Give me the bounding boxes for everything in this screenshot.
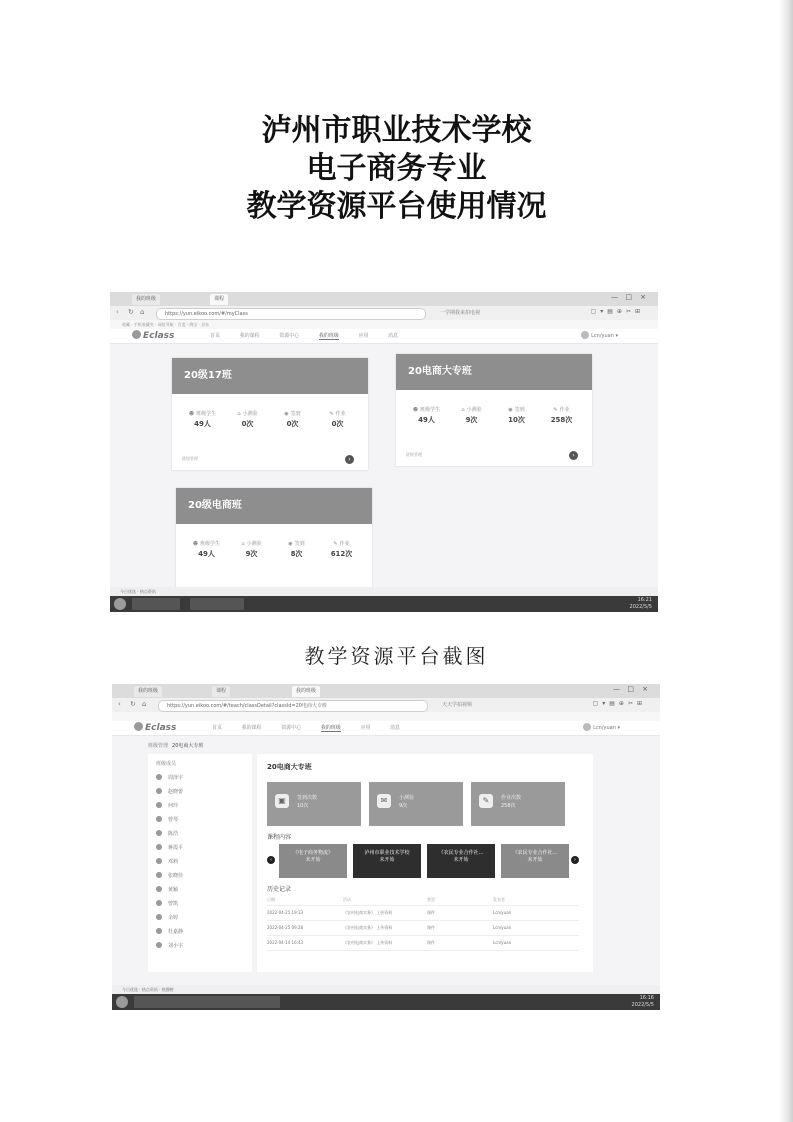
avatar [581,331,589,339]
main-nav [210,332,416,339]
stat-quiz: ⌂ 小测验 9次 [232,540,272,559]
maximize-icon[interactable]: □ [627,685,634,693]
metric-card-signin[interactable]: ▣ 签到次数 10次 [267,782,361,826]
close-icon[interactable]: × [640,293,646,301]
screenshot-class-detail [112,684,660,1010]
nav-messages[interactable]: 消息 [390,725,401,731]
avatar-icon [156,844,162,850]
table-row[interactable]: 2022-04-14 16:43 《农村电商实务》 上传资料 课件 Lcn/yuan [267,936,579,951]
avatar-icon [156,900,162,906]
title-major: 电子商务专业 [306,151,487,186]
search-box[interactable]: 天天学拍视频 [442,702,473,708]
list-item[interactable]: 曾凯 [148,897,252,911]
nav-apps[interactable]: 应用 [358,333,369,339]
panel-title: 20电商大专班 [267,763,312,771]
stat-students: ☻ 班级学生 49人 [187,540,227,559]
course-card[interactable]: 《农民专业合作社... 未开始 [501,844,569,878]
browser-tab[interactable]: 我的班级 [292,686,320,697]
maximize-icon[interactable]: □ [625,293,632,301]
logo-icon [134,722,143,731]
main-nav [212,724,418,731]
avatar [583,723,591,731]
signin-icon: ◉ [288,541,293,547]
students-icon: ☻ [412,407,419,413]
metric-card-homework[interactable]: ✎ 作业次数 258次 [471,782,565,826]
class-manage-link[interactable]: 班级管理 [182,456,198,461]
metric-card-quiz[interactable]: ✉ 小测验 9次 [369,782,463,826]
history-title: 历史记录 [267,886,292,893]
stat-value: 0次 [331,420,344,428]
taskbar-app-window[interactable] [226,996,280,1008]
browser-status-bar: 今日优选 · 热点资讯 [110,587,658,596]
browser-tab[interactable]: 课程 [212,686,230,697]
avatar-icon [156,928,162,934]
signin-icon: ◉ [284,411,289,417]
homework-icon: ✎ [329,411,334,417]
refresh-icon[interactable]: ↻ [130,700,136,708]
breadcrumb [148,742,203,749]
nav-my-classes[interactable]: 我的班级 [318,333,339,339]
mail-icon: ✉ [377,794,391,808]
stat-quiz: ⌂ 小测验 9次 [452,406,492,425]
nav-resources[interactable]: 资源中心 [281,725,302,731]
start-icon[interactable] [114,598,126,610]
home-icon[interactable]: ⌂ [140,308,145,316]
stat-students: ☻ 班级学生 49人 [407,406,447,425]
quiz-icon: ⌂ [241,541,245,547]
list-item[interactable]: 邓莉 [148,855,252,869]
start-icon[interactable] [116,996,128,1008]
title-subject: 教学资源平台使用情况 [246,189,547,224]
chevron-right-icon[interactable]: › [571,856,579,864]
avatar-icon [156,774,162,780]
breadcrumb-root[interactable]: 班级管理 [148,743,169,749]
class-name: 20级电商班 [176,488,372,524]
nav-home[interactable]: 首页 [210,333,221,339]
stat-homework: ✎ 作业 258次 [542,406,582,425]
minimize-icon[interactable]: — [611,293,618,301]
avatar-icon [156,788,162,794]
avatar-icon [156,914,162,920]
pencil-icon: ✎ [479,794,493,808]
nav-my-classes[interactable]: 我的班级 [320,725,341,731]
url-field[interactable]: https://yun.eikoo.com/#/teach/classDetail?classId=20电商大专班 [158,700,428,712]
toolbar-icons[interactable]: ▢▾▤⊕✂⊞ [592,700,646,707]
avatar-icon [156,872,162,878]
user-menu[interactable]: Lcn/yuan ▾ [583,723,620,731]
courses-title: 课程内容 [267,834,292,841]
signin-icon: ◉ [508,407,513,413]
eclass-logo[interactable] [132,330,174,341]
user-menu[interactable]: Lcn/yuan ▾ [581,331,618,339]
quiz-icon: ⌂ [461,407,465,413]
list-item[interactable]: 黄颖 [148,883,252,897]
app-header [110,329,658,344]
logo-text: Eclass [143,331,175,341]
course-card[interactable]: 《电子商务物流》 未开始 [279,844,347,878]
taskbar [110,596,658,612]
class-card[interactable] [396,354,592,466]
stat-signin: ◉ 签到 10次 [497,406,537,425]
class-detail-panel [257,754,593,972]
class-card[interactable] [172,358,368,470]
address-row [110,306,658,320]
minimize-icon[interactable]: — [613,685,620,693]
list-item[interactable]: 蒋霞平 [148,841,252,855]
user-name: Lcn/yuan [591,333,614,339]
stat-value: 10次 [508,416,525,424]
member-list-title: 班级成员 [156,761,177,767]
taskbar-app-browser[interactable] [132,598,180,610]
arrow-right-icon[interactable]: › [345,455,354,464]
nav-messages[interactable]: 消息 [388,333,399,339]
favorites-bar[interactable] [112,712,660,721]
logo-text: Eclass [145,723,177,733]
close-icon[interactable]: × [642,685,648,693]
stat-value: 49人 [198,550,215,558]
class-name: 20级17班 [172,358,368,394]
avatar-icon [156,802,162,808]
logo-icon [132,330,141,339]
toolbar-icons[interactable]: ▢▾▤⊕✂⊞ [590,308,644,315]
taskbar-app-window[interactable] [180,996,228,1008]
title-school: 泸州市职业技术学校 [261,113,532,148]
list-item[interactable]: 陈浩 [148,827,252,841]
stat-signin: ◉ 签到 8次 [277,540,317,559]
calendar-icon: ▣ [275,794,289,808]
browser-tab-bar [110,292,658,306]
stat-students: ☻ 班级学生 49人 [183,410,223,429]
arrow-right-icon[interactable]: › [569,451,578,460]
browser-tab[interactable]: 我的班级 [132,294,160,305]
table-row[interactable]: 2022-04-25 09:28 《农村电商实务》 上传资料 课件 Lcn/yuan [267,921,579,936]
stat-value: 0次 [241,420,254,428]
course-card[interactable]: 《农民专业合作社... 未开始 [427,844,495,878]
home-icon[interactable]: ⌂ [142,700,147,708]
students-icon: ☻ [192,541,199,547]
address-row [112,698,660,712]
list-item[interactable]: 张晓佳 [148,869,252,883]
stat-homework: ✎ 作业 612次 [322,540,362,559]
stat-value: 8次 [290,550,303,558]
taskbar-app-window[interactable] [190,598,244,610]
avatar-icon [156,830,162,836]
nav-my-courses[interactable]: 我的课程 [239,333,260,339]
figure-caption: 教学资源平台截图 [304,644,489,668]
stat-quiz: ⌂ 小测验 0次 [228,410,268,429]
stat-homework: ✎ 作业 0次 [318,410,358,429]
avatar-icon [156,858,162,864]
nav-my-courses[interactable]: 我的课程 [241,725,262,731]
url-field[interactable]: https://yun.eikoo.com/#/myClass [156,308,426,320]
back-icon[interactable]: ‹ [118,700,121,708]
taskbar-app-browser[interactable] [134,996,182,1008]
course-card[interactable]: 泸州市职业技术学校 未开始 [353,844,421,878]
back-icon[interactable]: ‹ [116,308,119,316]
students-icon: ☻ [188,411,195,417]
system-clock[interactable]: 16:16 2022/5/5 [631,995,654,1008]
list-item[interactable]: 余婷 [148,911,252,925]
chevron-left-icon[interactable]: ‹ [267,856,275,864]
stat-value: 612次 [330,550,353,558]
stat-value: 49人 [418,416,435,424]
browser-status-bar: 今日优选 · 热点资讯 · 热搜榜 [112,985,660,994]
class-manage-link[interactable]: 班级管理 [406,452,422,457]
browser-tab[interactable]: 我的班级 [134,686,162,697]
list-item[interactable]: 何玲 [148,799,252,813]
nav-home[interactable]: 首页 [212,725,223,731]
taskbar [112,994,660,1010]
nav-apps[interactable]: 应用 [360,725,371,731]
avatar-icon [156,816,162,822]
breadcrumb-current: 20电商大专班 [172,743,204,749]
class-card[interactable] [176,488,372,588]
avatar-icon [156,886,162,892]
user-name: Lcn/yuan [593,725,616,731]
stat-signin: ◉ 签到 0次 [273,410,313,429]
avatar-icon [156,942,162,948]
nav-resources[interactable]: 资源中心 [279,333,300,339]
list-item[interactable]: 杜嘉静 [148,925,252,939]
class-name: 20电商大专班 [396,354,592,390]
stat-value: 0次 [286,420,299,428]
course-carousel [267,844,577,880]
screenshot-class-list [110,292,658,612]
list-item[interactable]: 刘小宇 [148,939,252,953]
homework-icon: ✎ [553,407,558,413]
quiz-icon: ⌂ [237,411,241,417]
history-table [267,894,579,951]
list-item[interactable]: 周泽宇 [148,771,252,785]
homework-icon: ✎ [333,541,338,547]
stat-value: 49人 [194,420,211,428]
table-row[interactable]: 2022-04-25 19:33 《农村电商实务》 上传资料 课件 Lcn/yuan [267,906,579,921]
system-clock[interactable]: 16:21 2022/5/5 [629,597,652,610]
member-list [148,754,252,972]
list-item[interactable]: 曾琴 [148,813,252,827]
table-header: 日期 活动 类型 发布者 [267,894,579,906]
stat-value: 258次 [550,416,573,424]
favorites-bar[interactable]: 收藏 · 手机收藏夹 · 网址导航 · 百度 · 淘宝 · 京东 [110,320,658,329]
browser-tab-bar [112,684,660,698]
search-box[interactable]: 一学期我来拍电视 [440,310,481,316]
list-item[interactable]: 赵晓蕾 [148,785,252,799]
refresh-icon[interactable]: ↻ [128,308,134,316]
stat-value: 9次 [245,550,258,558]
stat-value: 9次 [465,416,478,424]
app-header [112,721,660,736]
browser-tab[interactable]: 课程 [210,294,228,305]
eclass-logo[interactable] [134,722,176,733]
